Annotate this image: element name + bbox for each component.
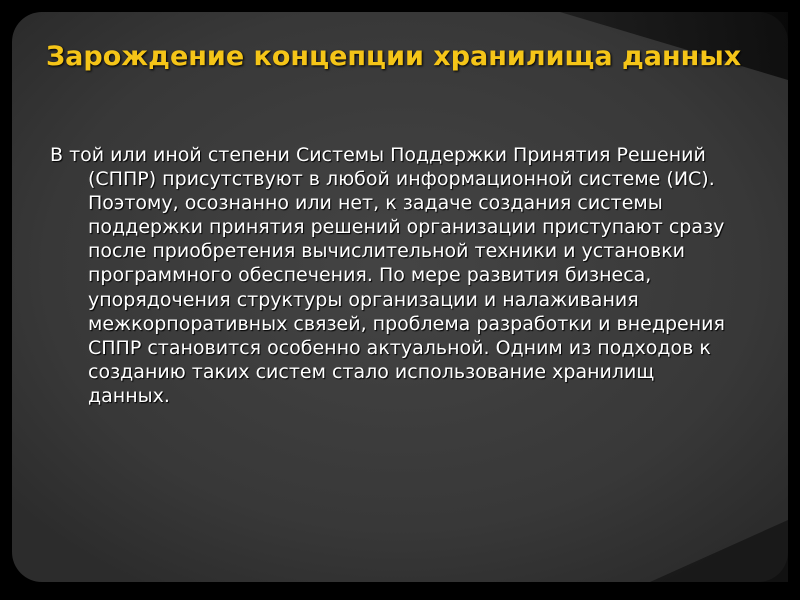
slide-title: Зарождение концепции хранилища данных — [46, 41, 742, 72]
slide-body-paragraph: В той или иной степени Системы Поддержки Принятия Решений (СППР) присутствуют в любой информационной системе (ИС). Поэтому, осознанно или нет, к задаче создания системы поддержки принятия решений организации приступают сразу после приобретения вычислительной техники и установки программного обеспечения. По мере развития бизнеса, упорядочения структуры организации и налаживания межкорпоративных связей, проблема разработки и внедрения СППР становится особенно актуальной. Одним из подходов к созданию таких систем стало использование хранилищ данных. — [50, 144, 725, 407]
